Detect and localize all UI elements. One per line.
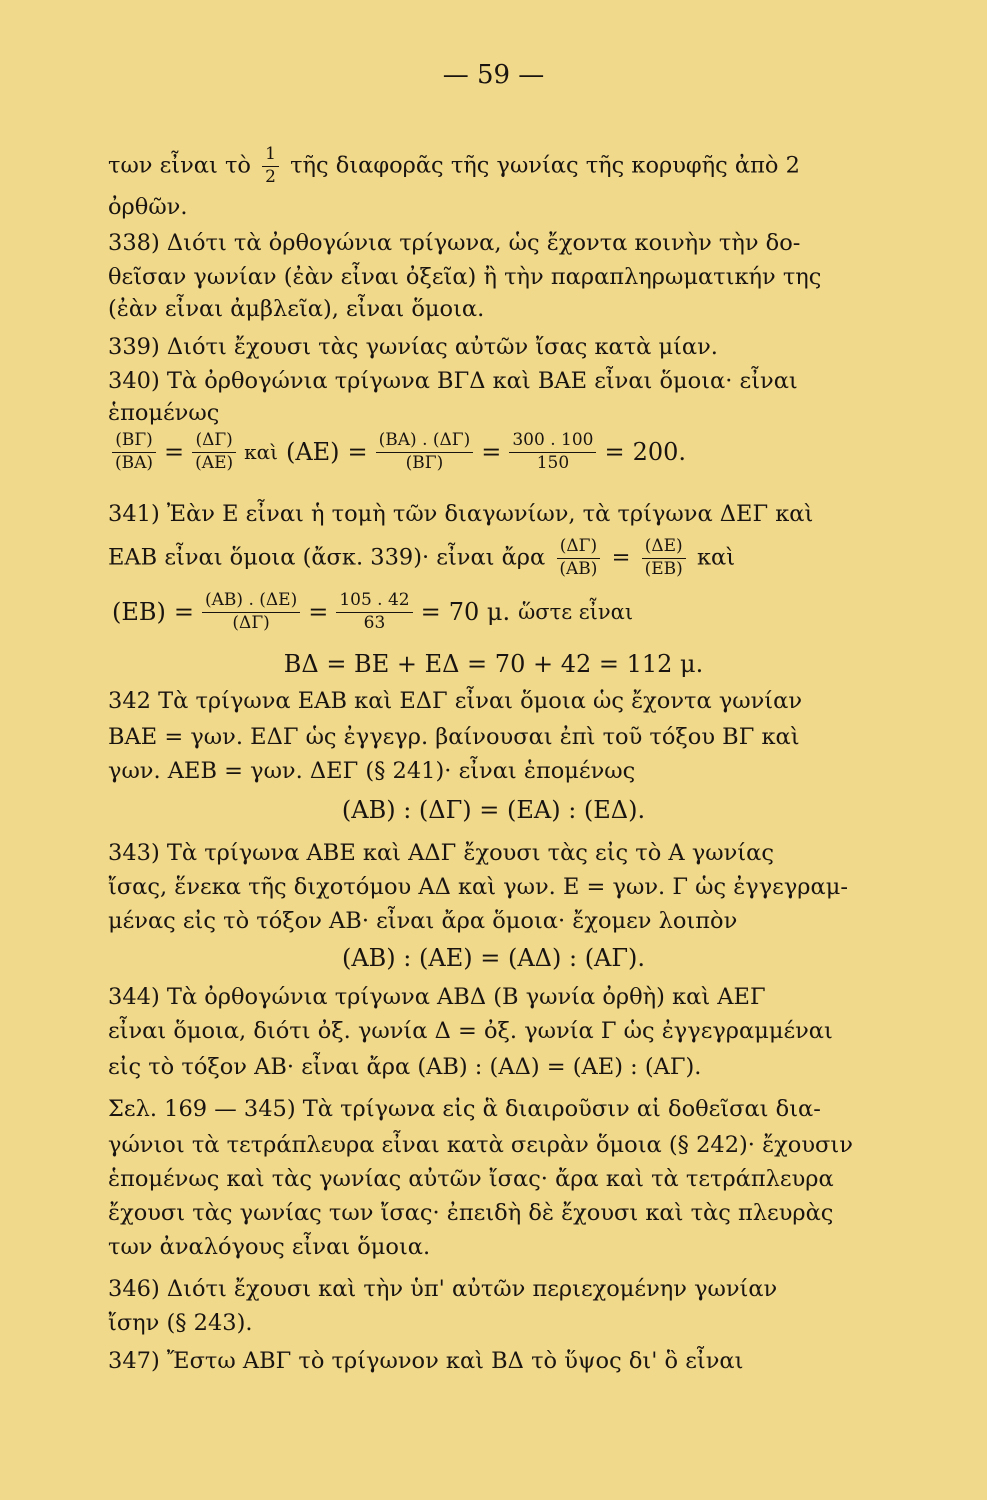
denominator: 63 — [363, 612, 386, 633]
term: (ΕΒ) — [112, 598, 166, 627]
conjunction: καὶ — [244, 440, 278, 465]
text-line: ἴσας, ἕνεκα τῆς διχοτόμου ΑΔ καὶ γων. Ε = γων. Γ ὡς ἐγγεγραμ- — [108, 874, 848, 900]
fraction — [556, 538, 600, 579]
text-line: 339) Διότι ἔχουσι τὰς γωνίας αὐτῶν ἴσας κατὰ μίαν. — [108, 334, 718, 360]
text-line: ἴσην (§ 243). — [108, 1310, 253, 1336]
equals-sign: = — [604, 438, 625, 467]
fraction — [112, 432, 156, 473]
equals-sign: = — [308, 598, 329, 627]
text-line: 340) Τὰ ὀρθογώνια τρίγωνα ΒΓΔ καὶ ΒΑΕ εἶναι ὅμοια· εἶναι — [108, 368, 798, 394]
text-line: ὀρθῶν. — [108, 194, 188, 220]
numerator: (ΔΕ) — [642, 538, 686, 559]
text-line: 344) Τὰ ὀρθογώνια τρίγωνα ΑΒΔ (Β γωνία ὀρθὴ) καὶ ΑΕΓ — [108, 984, 766, 1010]
denominator: 150 — [536, 452, 570, 473]
text-line: των ἀναλόγους εἶναι ὅμοια. — [108, 1234, 431, 1260]
text-line: μένας εἰς τὸ τόξον ΑΒ· εἶναι ἄρα ὅμοια· ἔχομεν λοιπὸν — [108, 908, 738, 934]
numerator: (ΒΓ) — [112, 432, 156, 453]
text-span: των εἶναι τὸ — [108, 152, 251, 179]
denominator: (ΒΓ) — [405, 452, 444, 473]
text-line: 341) Ἐὰν Ε εἶναι ἡ τομὴ τῶν διαγωνίων, τὰ τρίγωνα ΔΕΓ καὶ — [108, 501, 814, 527]
equals-sign: = — [347, 438, 368, 467]
text-line: ἔχουσι τὰς γωνίας των ἴσας· ἐπειδὴ δὲ ἔχουσι καὶ τὰς πλευρὰς — [108, 1200, 834, 1226]
text-line: θεῖσαν γωνίαν (ἐὰν εἶναι ὀξεῖα) ἢ τὴν παραπληρωματικήν της — [108, 264, 822, 290]
text-line: εἶναι ὅμοια, διότι ὀξ. γωνία Δ = ὀξ. γωνία Γ ὡς ἐγγεγραμμέναι — [108, 1018, 833, 1044]
numerator: (ΔΓ) — [192, 432, 235, 453]
equation-340 — [108, 432, 690, 473]
fraction — [336, 592, 412, 633]
equation-bd: ΒΔ = ΒΕ + ΕΔ = 70 + 42 = 112 μ. — [283, 650, 704, 678]
numerator: (ΑΒ) . (ΔΕ) — [202, 592, 300, 613]
equation-342: (ΑΒ) : (ΔΓ) = (ΕΑ) : (ΕΔ). — [341, 796, 646, 824]
text-span: καὶ — [696, 544, 736, 571]
text-span: τῆς διαφορᾶς τῆς γωνίας τῆς κορυφῆς ἀπὸ 2 — [290, 152, 800, 179]
result: 200. — [632, 438, 687, 467]
text-line: 338) Διότι τὰ ὀρθογώνια τρίγωνα, ὡς ἔχοντα κοινὴν τὴν δο- — [108, 230, 801, 256]
numerator: (ΔΓ) — [557, 538, 600, 559]
text-line: 343) Τὰ τρίγωνα ΑΒΕ καὶ ΑΔΓ ἔχουσι τὰς εἰς τὸ Α γωνίας — [108, 840, 774, 866]
equation-341 — [108, 592, 637, 633]
text-line: γώνιοι τὰ τετράπλευρα εἶναι κατὰ σειρὰν ὅμοια (§ 242)· ἔχουσιν — [108, 1132, 853, 1158]
denominator: (ΔΓ) — [232, 612, 270, 633]
equals-sign: = — [481, 438, 502, 467]
text-line: Σελ. 169 — 345) Τὰ τρίγωνα εἰς ἃ διαιροῦσιν αἱ δοθεῖσαι δια- — [108, 1096, 821, 1122]
text-line — [108, 146, 800, 187]
page-number: — 59 — — [442, 60, 545, 90]
fraction — [376, 432, 474, 473]
result: 70 μ. — [448, 598, 511, 627]
text-line: εἰς τὸ τόξον ΑΒ· εἶναι ἄρα (ΑΒ) : (ΑΔ) = (ΑΕ) : (ΑΓ). — [108, 1054, 702, 1080]
text-line: 342 Τὰ τρίγωνα ΕΑΒ καὶ ΕΔΓ εἶναι ὅμοια ὡς ἔχοντα γωνίαν — [108, 688, 802, 714]
text-span: ΕΑΒ εἶναι ὅμοια (ἄσκ. 339)· εἶναι ἄρα — [108, 544, 546, 571]
text-line: γων. ΑΕΒ = γων. ΔΕΓ (§ 241)· εἶναι ἑπομένως — [108, 758, 636, 784]
denominator: (ΑΕ) — [195, 452, 234, 473]
text-line: (ἐὰν εἶναι ἀμβλεῖα), εἶναι ὅμοια. — [108, 296, 485, 322]
fraction-half — [262, 146, 279, 187]
equals-sign: = — [164, 438, 185, 467]
text-span: ὥστε εἶναι — [518, 600, 634, 625]
equals-sign: = — [173, 598, 194, 627]
fraction — [202, 592, 300, 633]
numerator: 105 . 42 — [336, 592, 412, 613]
denominator: (ΒΑ) — [115, 452, 154, 473]
term: (ΑΕ) — [285, 438, 340, 467]
numerator: 300 . 100 — [509, 432, 596, 453]
fraction — [642, 538, 686, 579]
text-line: 346) Διότι ἔχουσι καὶ τὴν ὑπ' αὐτῶν περιεχομένην γωνίαν — [108, 1276, 778, 1302]
equals-sign: = — [611, 544, 631, 571]
numerator: 1 — [262, 146, 279, 167]
fraction — [509, 432, 596, 473]
fraction — [192, 432, 236, 473]
equals-sign: = — [420, 598, 441, 627]
denominator: (ΑΒ) — [559, 558, 598, 579]
text-line: 347) Ἔστω ΑΒΓ τὸ τρίγωνον καὶ ΒΔ τὸ ὕψος δι' ὃ εἶναι — [108, 1348, 744, 1374]
text-line: ΒΑΕ = γων. ΕΔΓ ὡς ἐγγεγρ. βαίνουσαι ἐπὶ τοῦ τόξου ΒΓ καὶ — [108, 724, 800, 750]
denominator: (ΕΒ) — [644, 558, 683, 579]
denominator: 2 — [265, 166, 276, 187]
text-line — [108, 538, 735, 579]
text-line: ἑπομένως — [108, 400, 220, 426]
text-line: ἑπομένως καὶ τὰς γωνίας αὐτῶν ἴσας· ἄρα καὶ τὰ τετράπλευρα — [108, 1166, 834, 1192]
equation-343: (ΑΒ) : (ΑΕ) = (ΑΔ) : (ΑΓ). — [341, 944, 646, 972]
numerator: (ΒΑ) . (ΔΓ) — [376, 432, 474, 453]
